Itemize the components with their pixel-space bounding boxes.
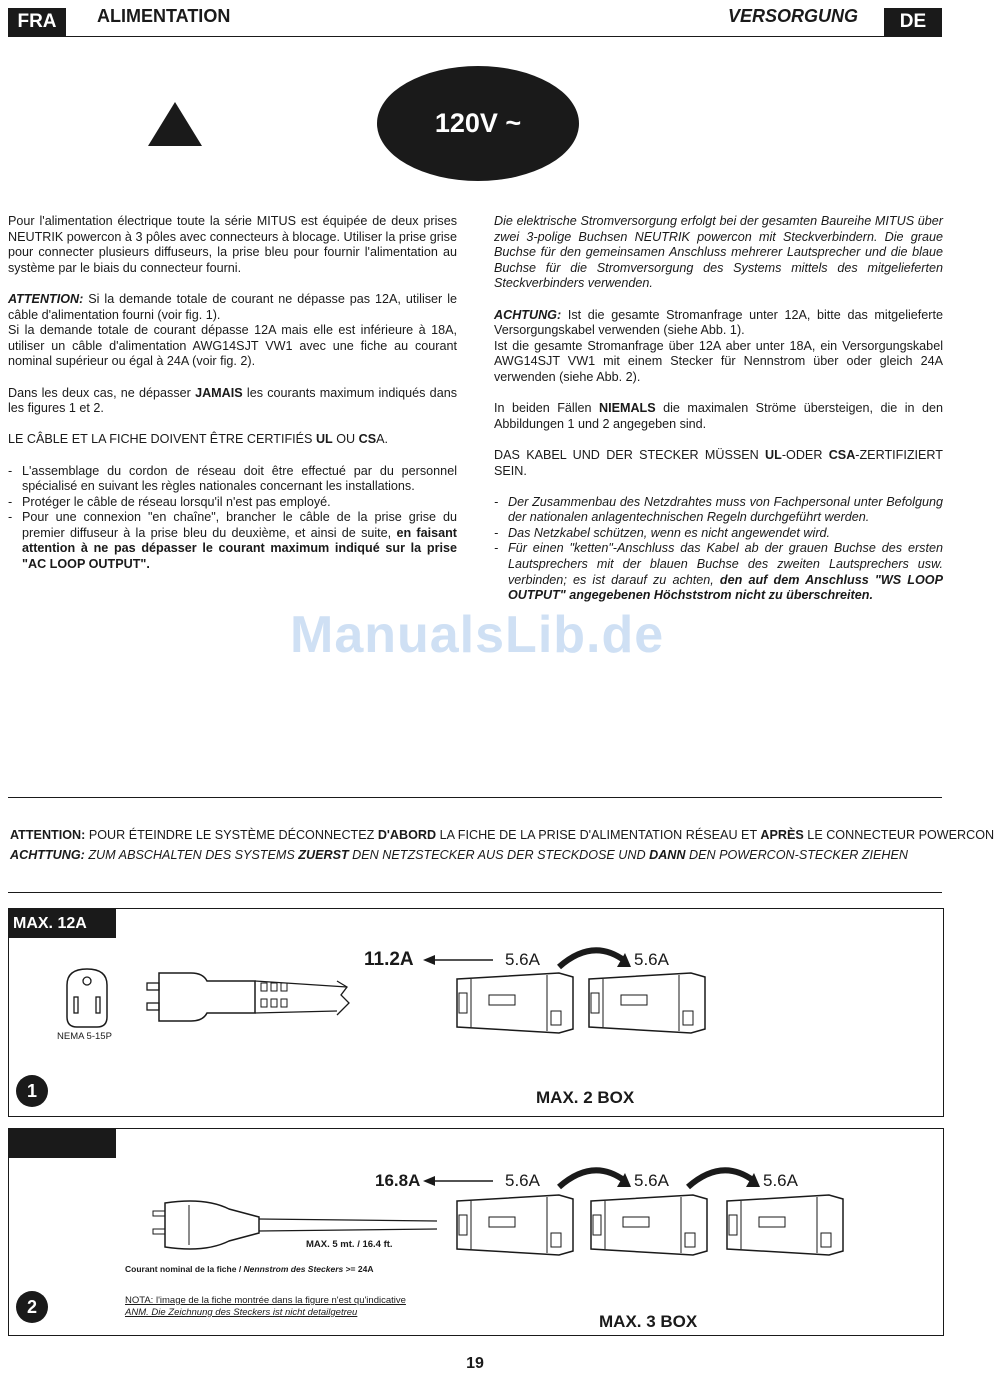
box-current: 5.6A: [763, 1171, 798, 1190]
fr-certification-paragraph: LE CÂBLE ET LA FICHE DOIVENT ÊTRE CERTIFIÉS UL OU CSA.: [8, 432, 389, 447]
note-fr: NOTA: l'image de la fiche montrée dans la figure n'est qu'indicative: [125, 1295, 406, 1306]
list-item: - Der Zusammenbau des Netzdrahtes muss von Fachpersonal unter Befolgung der nationalen anlagentechnischen Regeln durchgeführt werden.: [494, 495, 943, 526]
box-current: 5.6A: [505, 950, 540, 969]
figure-2-tab: [9, 1129, 116, 1158]
warning-fr: ATTENTION: POUR ÉTEINDRE LE SYSTÈME DÉCONNECTEZ D'ABORD LA FICHE DE LA PRISE D'ALIMENTATION RÉSEAU ET APRÈS LE CONNECTEUR POWERCON: [10, 828, 994, 842]
divider: [8, 797, 942, 798]
list-item: - Für einen "ketten"-Anschluss das Kabel ab der grauen Buchse des ersten Lautsprechers mit der blauen Buchse des zweiten Lautsprechers usw. verbinden; es ist darauf zu achten, den auf dem Anschluss "WS LOOP OUTPUT" angegebenen Höchststrom nicht zu überschreiten.: [494, 541, 943, 603]
speaker-box-icon: [589, 1193, 709, 1257]
de-bullet-list: [494, 495, 943, 604]
speaker-box-icon: [587, 971, 707, 1035]
speaker-box-icon: [455, 1193, 575, 1257]
chain-arrow-icon: [553, 1163, 633, 1193]
voltage-label: 120V ~: [434, 108, 522, 138]
fr-bullet-list: [8, 464, 457, 573]
power-plug-icon: [149, 1199, 439, 1255]
header-rule: [8, 36, 942, 37]
chain-arrow-icon: [682, 1163, 762, 1193]
max-box-label: MAX. 2 BOX: [536, 1088, 635, 1107]
fr-attention-paragraph-2: Si la demande totale de courant dépasse 12A mais elle est inférieure à 18A, utiliser un câble d'alimentation AWG14SJT VW1 avec une fiche au courant nominal supérieur ou égal à 24A (voir fig. 2).: [8, 323, 457, 369]
fr-max-current-paragraph: Dans les deux cas, ne dépasser JAMAIS les courants maximum indiqués dans les figures 1 et 2.: [8, 385, 457, 416]
german-text-column: [494, 214, 943, 604]
section-title-de: VERSORGUNG: [727, 6, 858, 26]
cable-length: MAX. 5 mt. / 16.4 ft.: [306, 1239, 393, 1250]
list-item: - Pour une connexion "en chaîne", brancher le câble de la prise grise du premier diffuseur à la prise bleu du deuxième, et ainsi de suite, en faisant attention à ne pas dépasser le courant maximum indiqué sur la prise "AC LOOP OUTPUT".: [8, 510, 457, 572]
watermark: ManualsLib.de: [290, 606, 665, 664]
nema-socket-icon: [59, 967, 115, 1029]
divider: [8, 892, 942, 893]
de-certification-paragraph: DAS KABEL UND DER STECKER MÜSSEN UL-ODER CSA-ZERTIFIZIERT SEIN.: [494, 447, 943, 478]
warning-triangle-icon: [146, 100, 204, 148]
de-intro-paragraph: Die elektrische Stromversorgung erfolgt bei der gesamten Baureihe MITUS über zwei 3-polige Buchsen NEUTRIK powercon mit Steckverbindern. Die graue Buchse für den gemeinsamen Anschluss mehrerer Lautsprecher und die blaue Buchse für die Stromversorgung des Systems mittels des mitgelieferten Steckverbinders verwenden.: [494, 214, 943, 291]
box-current: 5.6A: [634, 950, 669, 969]
page-number: 19: [466, 1355, 484, 1372]
fr-intro-paragraph: Pour l'alimentation électrique toute la série MITUS est équipée de deux prises NEUTRIK powercon à 3 pôles avec connecteurs à blocage. Utiliser la prise grise pour connecter plusieurs diffuseurs, la prise bleu pour fournir l'alimentation au système par le biais du connecteur fourni.: [8, 214, 457, 275]
de-achtung-paragraph: ACHTUNG: Ist die gesamte Stromanfrage unter 12A, bitte das mitgelieferte Versorgungskabel verwenden (siehe Abb. 1).: [494, 307, 943, 338]
french-text-column: [8, 214, 457, 573]
total-current: 16.8A: [375, 1171, 421, 1190]
speaker-box-icon: [725, 1193, 845, 1257]
box-current: 5.6A: [634, 1171, 669, 1190]
chain-arrow-icon: [553, 943, 633, 973]
list-item: - Protéger le câble de réseau lorsqu'il n'est pas employé.: [8, 495, 457, 511]
language-badge-de: DE: [884, 8, 942, 36]
language-badge-fr: FRA: [8, 8, 66, 36]
note-de: ANM. Die Zeichnung des Steckers ist nicht detailgetreu: [125, 1307, 358, 1318]
arrow-left-icon: [423, 953, 495, 967]
fr-attention-paragraph: ATTENTION: Si la demande totale de courant ne dépasse pas 12A, utiliser le câble d'alimentation fourni (voir fig. 1).: [8, 291, 457, 322]
warning-de: ACHTTUNG: ZUM ABSCHALTEN DES SYSTEMS ZUERST DEN NETZSTECKER AUS DER STECKDOSE UND DANN DEN POWERCON-STECKER ZIEHEN: [10, 848, 909, 862]
figure-number: 1: [16, 1075, 48, 1107]
speaker-box-icon: [455, 971, 575, 1035]
section-title-fr: ALIMENTATION: [97, 6, 231, 26]
figure-2-panel: [8, 1128, 944, 1336]
plug-label: NEMA 5-15P: [57, 1031, 112, 1042]
list-item: - L'assemblage du cordon de réseau doit être effectué par du personnel spécialisé en suivant les règles nationales concernant les installations.: [8, 464, 457, 495]
max-current-tab: MAX. 12A: [9, 909, 116, 938]
figure-1-panel: [8, 908, 944, 1117]
total-current: 11.2A: [364, 949, 414, 970]
figure-number: 2: [16, 1291, 48, 1323]
power-plug-icon: [147, 967, 352, 1027]
arrow-left-icon: [423, 1174, 495, 1188]
plug-rating: Courant nominal de la fiche / Nennstrom des Steckers >= 24A: [125, 1264, 374, 1274]
box-current: 5.6A: [505, 1171, 540, 1190]
de-max-current-paragraph: In beiden Fällen NIEMALS die maximalen Ströme übersteigen, die in den Abbildungen 1 und 2 angegeben sind.: [494, 401, 943, 431]
max-box-label: MAX. 3 BOX: [599, 1312, 698, 1331]
de-achtung-paragraph-2: Ist die gesamte Stromanfrage über 12A aber unter 18A, ein Versorgungskabel AWG14SJT VW1 mit einem Stecker für Nennstrom über oder gleich 24A verwenden (siehe Abb. 2).: [494, 338, 943, 384]
list-item: - Das Netzkabel schützen, wenn es nicht angewendet wird.: [494, 526, 943, 542]
